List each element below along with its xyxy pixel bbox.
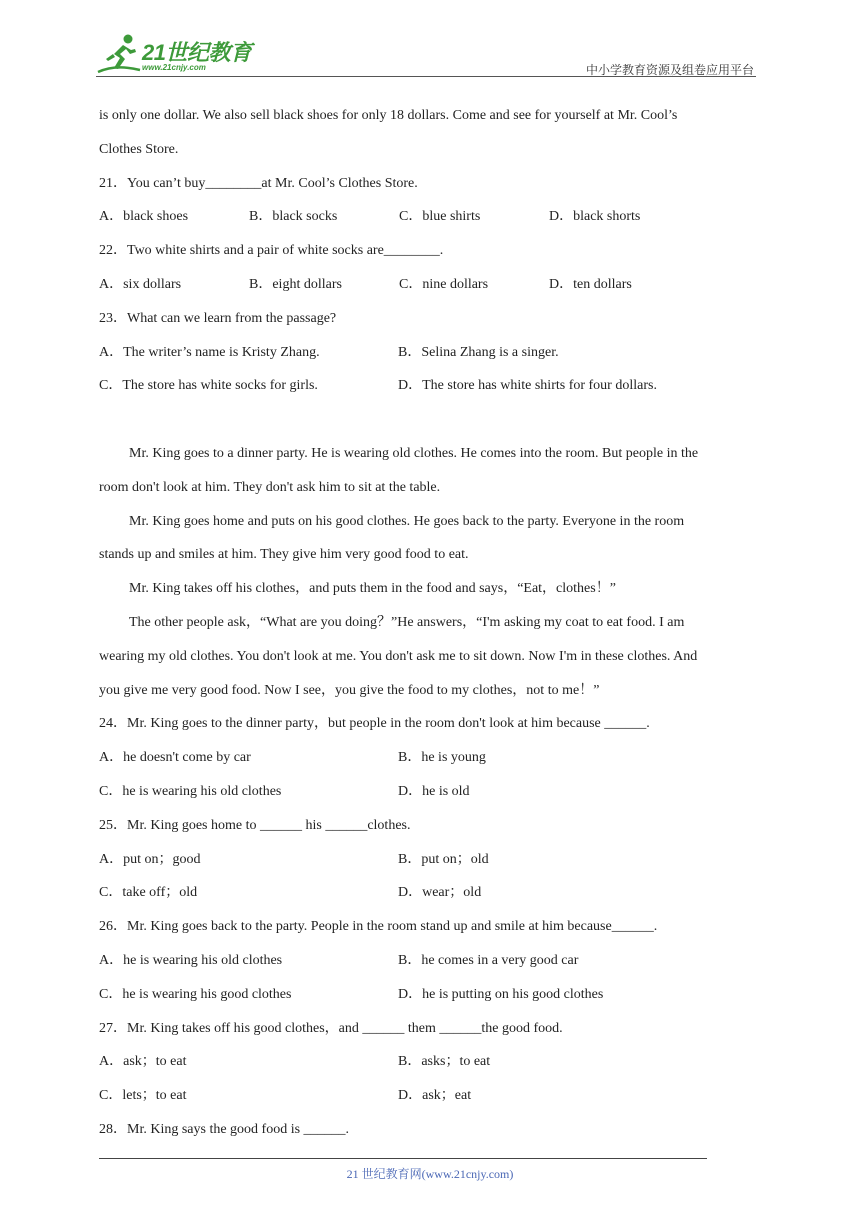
option-a[interactable]: A．he is wearing his old clothes (99, 952, 283, 968)
question-26-options-ab (99, 944, 754, 978)
option-d[interactable]: D．ask；eat (398, 1088, 472, 1104)
option-a[interactable]: A．The writer’s name is Kristy Zhang. (99, 344, 320, 360)
passage-line: Mr. King takes off his clothes，and puts them in the food and says，“Eat，clothes！” (129, 581, 616, 597)
question-24-options-ab (99, 741, 754, 775)
option-b[interactable]: B．black socks (249, 209, 338, 225)
option-d[interactable]: D．wear；old (398, 885, 482, 901)
option-d[interactable]: D．black shorts (549, 209, 641, 225)
question-22-options (99, 268, 754, 302)
option-b[interactable]: B．he is young (398, 750, 486, 766)
option-b[interactable]: B．asks；to eat (398, 1054, 491, 1070)
question-23-options-ab (99, 336, 754, 370)
option-a[interactable]: A．put on；good (99, 851, 201, 867)
question-22-stem: 22．Two white shirts and a pair of white socks are________. (99, 243, 444, 259)
option-b[interactable]: B．Selina Zhang is a singer. (398, 344, 559, 360)
question-27-stem: 27．Mr. King takes off his good clothes，and ______ them ______the good food. (99, 1020, 563, 1036)
logo-url: www.21cnjy.com (142, 63, 206, 72)
option-a[interactable]: A．he doesn't come by car (99, 750, 251, 766)
page-header (96, 30, 756, 78)
option-d[interactable]: D．he is old (398, 783, 470, 799)
option-a[interactable]: A．black shoes (99, 209, 189, 225)
passage-line: room don't look at him. They don't ask him to sit at the table. (99, 479, 441, 495)
passage-line: Mr. King goes to a dinner party. He is wearing old clothes. He comes into the room. But people in the (129, 445, 699, 461)
option-b[interactable]: B．he comes in a very good car (398, 952, 579, 968)
option-c[interactable]: C．nine dollars (399, 276, 489, 292)
spacer (99, 403, 754, 437)
question-25-options-cd (99, 876, 754, 910)
passage-line: you give me very good food. Now I see，you give the food to my clothes，not to me！” (99, 682, 600, 698)
option-c[interactable]: C．blue shirts (399, 209, 481, 225)
document-body (99, 99, 754, 1147)
question-23-stem: 23．What can we learn from the passage? (99, 310, 337, 326)
passage-line: Mr. King goes home and puts on his good clothes. He goes back to the party. Everyone in the room (129, 513, 685, 529)
question-28-stem: 28．Mr. King says the good food is ______. (99, 1121, 350, 1137)
option-c[interactable]: C．he is wearing his old clothes (99, 783, 282, 799)
footer-link[interactable]: 21 世纪教育网(www.21cnjy.com) (346, 1167, 514, 1181)
site-logo[interactable] (96, 32, 266, 76)
question-25-stem: 25．Mr. King goes home to ______ his ______clothes. (99, 817, 411, 833)
logo-text: 21世纪教育 (142, 40, 252, 65)
option-c[interactable]: C．he is wearing his good clothes (99, 986, 292, 1002)
question-27-options-cd (99, 1079, 754, 1113)
platform-name: 中小学教育资源及组卷应用平台 (585, 63, 754, 77)
question-23-options-cd (99, 369, 754, 403)
option-c[interactable]: C．take off；old (99, 885, 198, 901)
option-b[interactable]: B．put on；old (398, 851, 489, 867)
question-24-stem: 24．Mr. King goes to the dinner party，but people in the room don't look at him because ______. (99, 716, 650, 732)
question-26-stem: 26．Mr. King goes back to the party. People in the room stand up and smile at him because______. (99, 919, 658, 935)
option-a[interactable]: A．six dollars (99, 276, 182, 292)
question-21-stem: 21．You can’t buy________at Mr. Cool’s Clothes Store. (99, 175, 418, 191)
option-d[interactable]: D．The store has white shirts for four dollars. (398, 378, 657, 394)
runner-logo-icon (96, 32, 142, 76)
question-27-options-ab (99, 1045, 754, 1079)
question-26-options-cd (99, 978, 754, 1012)
passage-line: is only one dollar. We also sell black shoes for only 18 dollars. Come and see for yourself at Mr. Cool’s (99, 108, 678, 123)
passage-line: The other people ask，“What are you doing？”He answers，“I'm asking my coat to eat food. I am (129, 614, 685, 630)
option-d[interactable]: D．he is putting on his good clothes (398, 986, 604, 1002)
question-24-options-cd (99, 775, 754, 809)
passage-line: Clothes Store. (99, 141, 179, 157)
option-c[interactable]: C．The store has white socks for girls. (99, 378, 318, 394)
option-d[interactable]: D．ten dollars (549, 276, 632, 292)
passage-line: stands up and smiles at him. They give him very good food to eat. (99, 547, 469, 563)
footer-divider (99, 1158, 707, 1159)
question-21-options (99, 200, 754, 234)
option-c[interactable]: C．lets；to eat (99, 1088, 187, 1104)
option-a[interactable]: A．ask；to eat (99, 1054, 187, 1070)
header-divider (96, 76, 756, 77)
option-b[interactable]: B．eight dollars (249, 276, 342, 292)
question-25-options-ab (99, 843, 754, 877)
passage-line: wearing my old clothes. You don't look at me. You don't ask me to sit down. Now I'm in these clothes. And (99, 648, 698, 664)
